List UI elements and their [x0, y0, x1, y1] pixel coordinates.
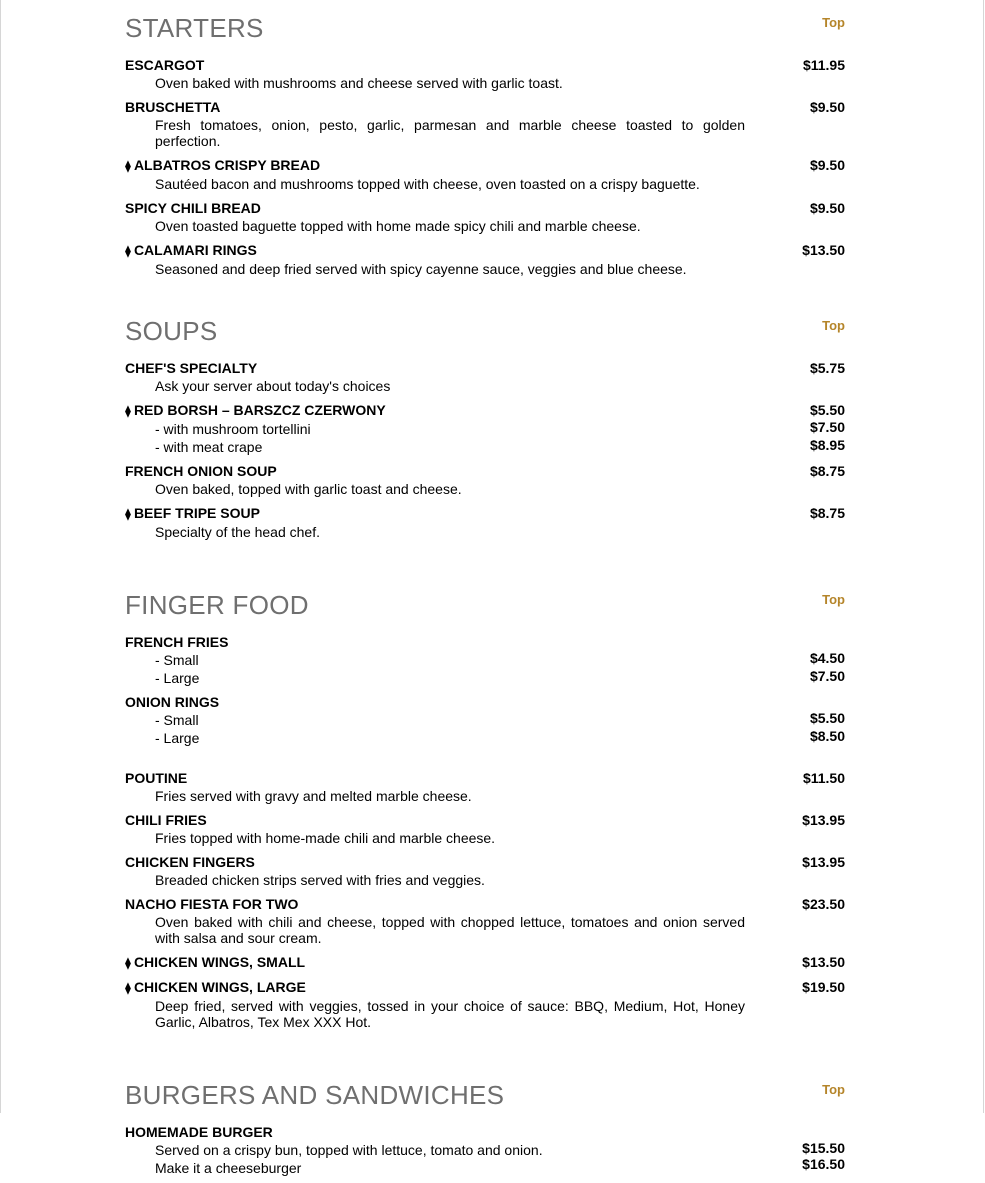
section-title: BURGERS AND SANDWICHES	[125, 1080, 505, 1110]
item-name: CHEF'S SPECIALTY	[125, 360, 258, 376]
item-name: BEEF TRIPE SOUP	[133, 505, 260, 521]
section-finger-food	[125, 577, 845, 1031]
item-name: ALBATROS CRISPY BREAD	[133, 157, 321, 173]
item-name-row	[125, 953, 845, 972]
menu-item	[125, 241, 845, 278]
item-description: Oven baked, topped with garlic toast and cheese.	[155, 481, 462, 497]
item-price: $9.50	[809, 157, 845, 173]
menu-item	[125, 504, 845, 541]
option-price: $5.50	[809, 710, 845, 726]
section-header	[125, 303, 845, 359]
item-name: FRENCH FRIES	[125, 634, 229, 650]
featured-diamond-icon: ⧫	[125, 956, 131, 970]
menu-item	[125, 98, 845, 150]
menu-item	[125, 56, 845, 92]
menu-item	[125, 769, 845, 805]
menu-item	[125, 199, 845, 235]
item-name: ONION RINGS	[125, 694, 220, 710]
menu-item	[125, 462, 845, 498]
option-label: - with mushroom tortellini	[155, 421, 311, 437]
section-title: SOUPS	[125, 316, 218, 346]
item-price: $5.75	[809, 360, 845, 376]
featured-diamond-icon: ⧫	[125, 244, 131, 258]
menu-item	[125, 359, 845, 395]
item-name: FRENCH ONION SOUP	[125, 463, 277, 479]
item-name-row	[125, 504, 845, 523]
item-option	[155, 420, 845, 438]
item-option	[155, 1141, 845, 1159]
option-label: - Small	[155, 712, 199, 728]
item-price: $9.50	[809, 99, 845, 115]
option-price: $7.50	[809, 668, 845, 684]
featured-diamond-icon: ⧫	[125, 981, 131, 995]
section-burgers	[125, 1067, 845, 1177]
item-name: CHICKEN FINGERS	[125, 854, 255, 870]
item-description: Breaded chicken strips served with fries and veggies.	[155, 872, 485, 888]
item-name-row	[125, 241, 845, 260]
item-price: $23.50	[802, 896, 845, 912]
menu-item	[125, 401, 845, 456]
item-price: $19.50	[802, 979, 845, 995]
section-title: FINGER FOOD	[125, 590, 309, 620]
menu-item	[125, 1123, 845, 1177]
featured-diamond-icon: ⧫	[125, 507, 131, 521]
option-price: $8.50	[809, 728, 845, 744]
top-link[interactable]: Top	[822, 15, 845, 30]
item-name-row	[125, 156, 845, 175]
item-name: NACHO FIESTA FOR TWO	[125, 896, 299, 912]
item-name: CALAMARI RINGS	[133, 242, 257, 258]
item-description: Fries topped with home-made chili and marble cheese.	[155, 830, 496, 846]
top-link[interactable]: Top	[822, 318, 845, 333]
section-title: STARTERS	[125, 13, 264, 43]
item-description: Oven baked with chili and cheese, topped with chopped lettuce, tomatoes and onion served with salsa and sour cream.	[155, 914, 745, 946]
item-description: Seasoned and deep fried served with spicy cayenne sauce, veggies and blue cheese.	[155, 261, 687, 277]
item-name-row	[125, 978, 845, 997]
item-option	[155, 1156, 845, 1177]
option-price: $8.95	[809, 437, 845, 453]
item-price: $11.95	[802, 57, 845, 73]
option-label: - Large	[155, 670, 200, 686]
item-price: $13.95	[802, 812, 845, 828]
section-header	[125, 1067, 845, 1123]
item-name: CHICKEN WINGS, SMALL	[133, 954, 306, 970]
option-label: - Small	[155, 652, 199, 668]
item-option	[155, 651, 845, 669]
menu-content	[125, 0, 845, 1183]
menu-item	[125, 953, 845, 972]
item-price: $13.50	[802, 242, 845, 258]
option-label: - with meat crape	[155, 439, 263, 455]
menu-item	[125, 633, 845, 687]
option-price: $7.50	[809, 419, 845, 435]
item-price: $9.50	[809, 200, 845, 216]
item-description: Oven baked with mushrooms and cheese served with garlic toast.	[155, 75, 563, 91]
item-name: CHICKEN WINGS, LARGE	[133, 979, 306, 995]
item-name-row	[125, 401, 845, 420]
item-description: Deep fried, served with veggies, tossed in your choice of sauce: BBQ, Medium, Hot, Honey Garlic, Albatros, Tex Mex XXX Hot.	[155, 998, 745, 1030]
item-description: Ask your server about today's choices	[155, 378, 391, 394]
item-name: ESCARGOT	[125, 57, 205, 73]
item-description: Sautéed bacon and mushrooms topped with cheese, oven toasted on a crispy baguette.	[155, 176, 700, 192]
item-description: Fries served with gravy and melted marble cheese.	[155, 788, 472, 804]
option-price: $15.50	[802, 1140, 845, 1156]
section-soups	[125, 303, 845, 541]
item-description: Oven toasted baguette topped with home made spicy chili and marble cheese.	[155, 218, 641, 234]
menu-item	[125, 895, 845, 947]
menu-item	[125, 853, 845, 889]
item-name: POUTINE	[125, 770, 188, 786]
option-price: $4.50	[809, 650, 845, 666]
item-price: $13.95	[802, 854, 845, 870]
section-header	[125, 0, 845, 56]
item-option	[155, 729, 845, 747]
option-label: Served on a crispy bun, topped with lettuce, tomato and onion.	[155, 1142, 543, 1158]
top-link[interactable]: Top	[822, 592, 845, 607]
option-price: $16.50	[802, 1156, 845, 1172]
item-name: SPICY CHILI BREAD	[125, 200, 261, 216]
item-price: $8.75	[809, 463, 845, 479]
item-option	[155, 711, 845, 729]
section-starters	[125, 0, 845, 278]
option-label: Make it a cheeseburger	[155, 1160, 302, 1176]
item-price: $11.50	[802, 770, 845, 786]
item-option	[155, 669, 845, 687]
menu-item	[125, 978, 845, 1031]
menu-item	[125, 693, 845, 747]
item-name: BRUSCHETTA	[125, 99, 221, 115]
item-price: $13.50	[802, 954, 845, 970]
menu-item	[125, 811, 845, 847]
item-name: RED BORSH – BARSZCZ CZERWONY	[133, 402, 386, 418]
featured-diamond-icon: ⧫	[125, 404, 131, 418]
option-label: - Large	[155, 730, 200, 746]
item-option	[155, 438, 845, 456]
item-name: HOMEMADE BURGER	[125, 1124, 273, 1140]
item-price: $5.50	[809, 402, 845, 418]
item-description: Specialty of the head chef.	[155, 524, 320, 540]
menu-item	[125, 156, 845, 193]
item-name: CHILI FRIES	[125, 812, 207, 828]
top-link[interactable]: Top	[822, 1082, 845, 1097]
item-description: Fresh tomatoes, onion, pesto, garlic, parmesan and marble cheese toasted to golden perfection.	[155, 117, 745, 149]
featured-diamond-icon: ⧫	[125, 159, 131, 173]
item-price: $8.75	[809, 505, 845, 521]
section-header	[125, 577, 845, 633]
